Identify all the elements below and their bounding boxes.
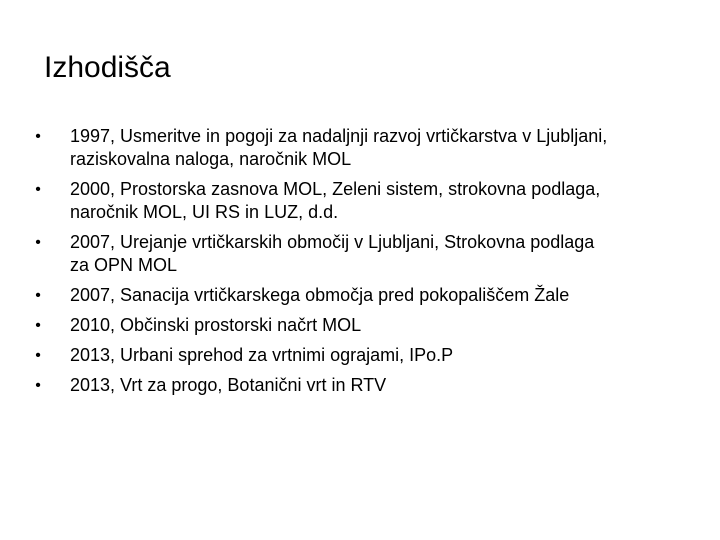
bullet-list (30, 125, 690, 404)
list-item (30, 314, 690, 337)
list-item-text: 2007, Urejanje vrtičkarskih območij v Ljubljani, Strokovna podlaga (70, 232, 595, 252)
list-item-text: 2013, Urbani sprehod za vrtnimi ograjami, IPo.P (70, 345, 454, 365)
list-item-text: 2007, Sanacija vrtičkarskega območja pred pokopališčem Žale (70, 285, 570, 305)
bullet-icon: • (35, 347, 41, 364)
list-item (30, 284, 690, 307)
bullet-icon: • (35, 287, 41, 304)
list-item (30, 178, 690, 224)
list-item (30, 231, 690, 277)
list-item-text: 2000, Prostorska zasnova MOL, Zeleni sistem, strokovna podlaga, (70, 179, 601, 199)
list-item (30, 344, 690, 367)
slide-title: Izhodišča (44, 51, 171, 84)
bullet-icon: • (35, 317, 41, 334)
list-item (30, 125, 690, 171)
list-item-text: 2013, Vrt za progo, Botanični vrt in RTV (70, 375, 387, 395)
bullet-icon: • (35, 234, 41, 251)
bullet-icon: • (35, 181, 41, 198)
list-item-text: za OPN MOL (70, 255, 178, 275)
list-item-text: 2010, Občinski prostorski načrt MOL (70, 315, 362, 335)
bullet-icon: • (35, 128, 41, 145)
list-item-text: raziskovalna naloga, naročnik MOL (70, 149, 352, 169)
list-item (30, 374, 690, 397)
list-item-text: naročnik MOL, UI RS in LUZ, d.d. (70, 202, 339, 222)
bullet-icon: • (35, 377, 41, 394)
list-item-text: 1997, Usmeritve in pogoji za nadaljnji razvoj vrtičkarstva v Ljubljani, (70, 126, 608, 146)
